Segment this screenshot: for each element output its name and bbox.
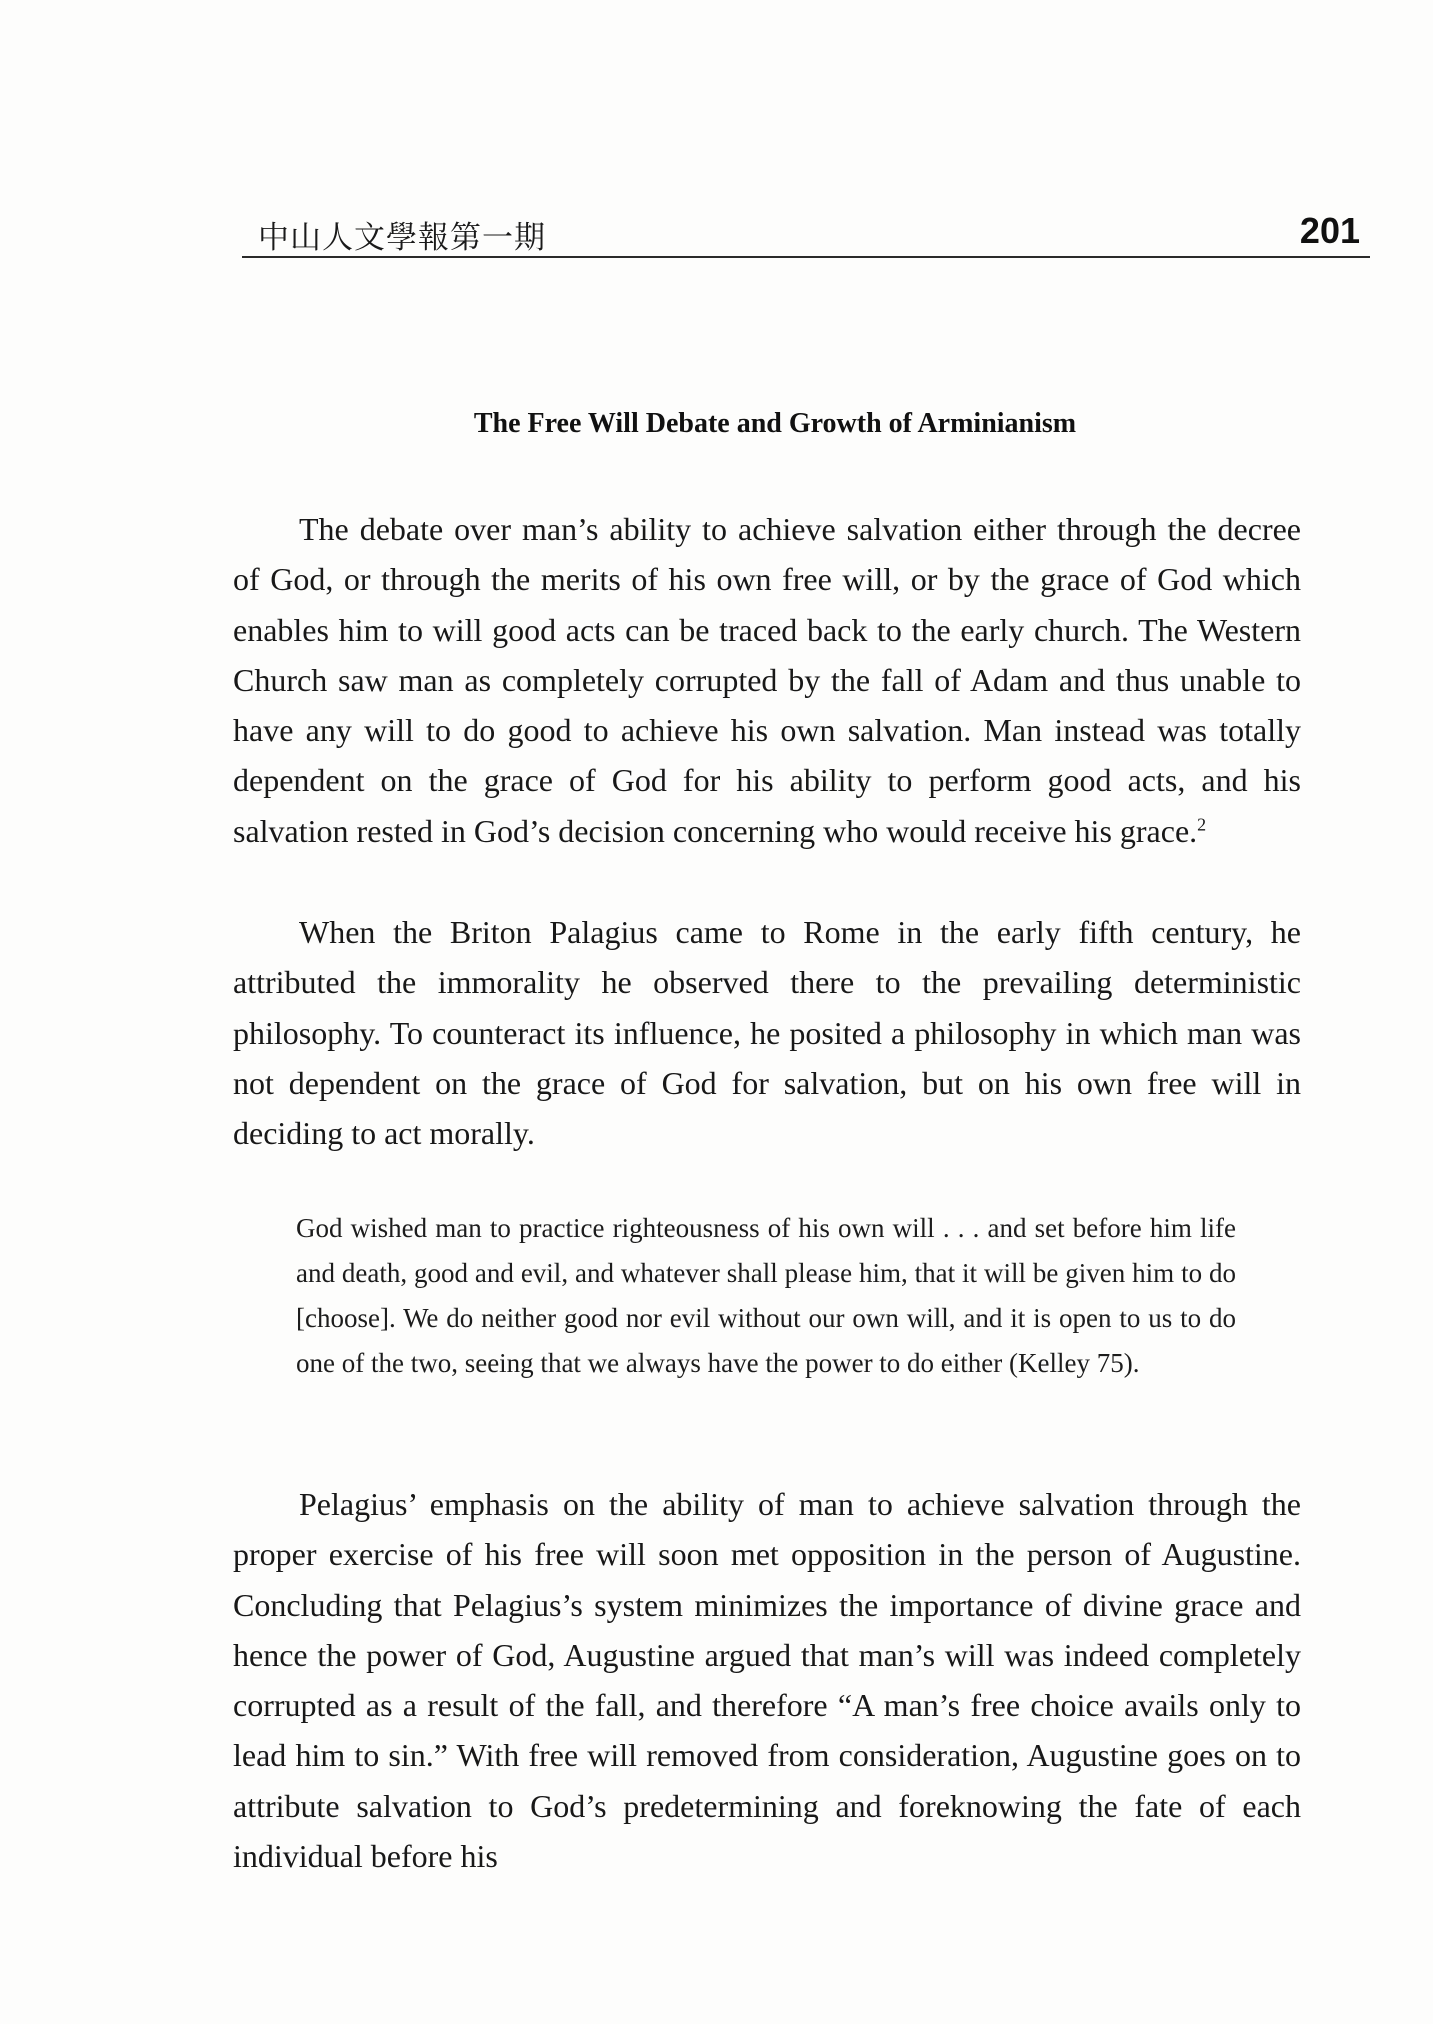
section-title: The Free Will Debate and Growth of Arminianism bbox=[473, 408, 1077, 439]
body-paragraph-2: When the Briton Palagius came to Rome in the early fifth century, he attributed the immorality he observed there to the prevailing deterministic philosophy. To counteract its influence, he posited a philosophy in which man was not dependent on the grace of God for salvation, but on his own free will in deciding to act morally. bbox=[233, 914, 1301, 1152]
footnote-marker: 2 bbox=[1197, 814, 1207, 835]
block-quote: God wished man to practice righteousness of his own will . . . and set before him life and death, good and evil, and whatever shall please him, that it will be given him to do [choose]. We do neither good nor evil without our own will, and it is open to us to do one of the two, seeing that we always have the power to do either (Kelley 75). bbox=[296, 1213, 1236, 1378]
page-number: 201 bbox=[1299, 210, 1360, 251]
journal-title: 中山人文學報第一期 bbox=[258, 220, 546, 256]
body-paragraph-1 bbox=[233, 504, 1301, 856]
body-paragraph-3: Pelagius’ emphasis on the ability of man to achieve salvation through the proper exercise of his free will soon met opposition in the person of Augustine. Concluding that Pelagius’s system minimizes the importance of divine grace and hence the power of God, Augustine argued that man’s will was indeed completely corrupted as a result of the fall, and therefore “A man’s free choice avails only to lead him to sin.” With free will removed from consideration, Augustine goes on to attribute salvation to God’s predetermining and foreknowing the fate of each individual before his bbox=[233, 1486, 1301, 1875]
paragraph-1-text: The debate over man’s ability to achieve salvation either through the decree of God, or through the merits of his own free will, or by the grace of God which enables him to will good acts can be traced back to the early church. The Western Church saw man as completely corrupted by the fall of Adam and thus unable to have any will to do good to achieve his own salvation. Man instead was totally dependent on the grace of God for his ability to perform good acts, and his salvation rested in God’s decision concerning who would receive his grace. bbox=[233, 511, 1301, 849]
running-header bbox=[242, 206, 1370, 258]
